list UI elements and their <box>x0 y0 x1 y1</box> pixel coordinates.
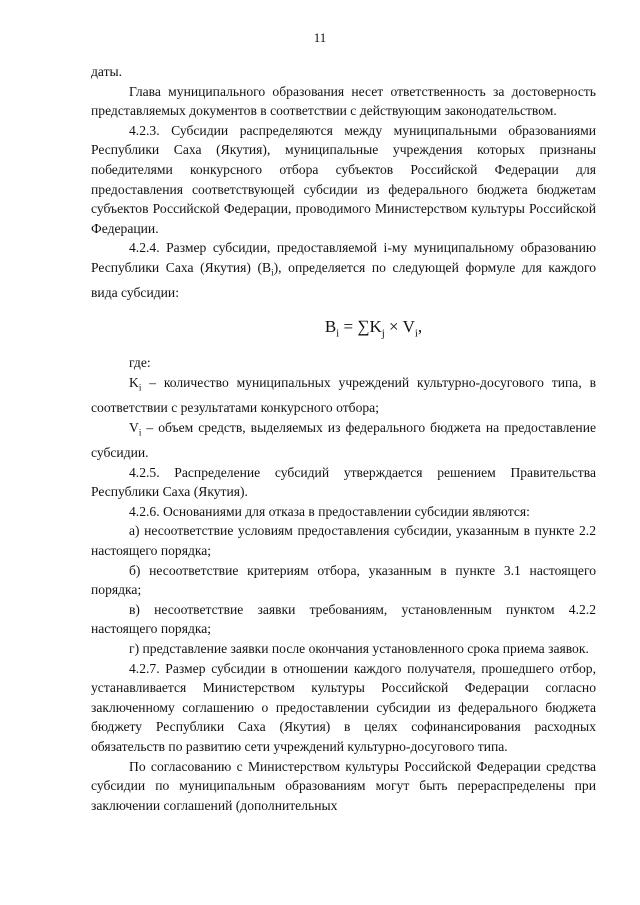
paragraph-head-responsibility: Глава муниципального образования несет ответственность за достоверность представляемых документов в соответствии с действующим законодательством. <box>91 83 596 119</box>
paragraph-4-2-6: 4.2.6. Основаниями для отказа в предоставлении субсидии являются: <box>129 503 530 519</box>
v-definition-text: – объем средств, выделяемых из федерального бюджета на предоставление субсидии. <box>91 419 596 461</box>
paragraph-4-2-7: 4.2.7. Размер субсидии в отношении каждого получателя, прошедшего отбор, устанавливается Министерством культуры Российской Федерации согласно заключенному соглашению о предоставлении субсидии из федерального бюджета бюджету Республики Саха (Якутия) в целях софинансирования расходных обязательств по развитию сети учреждений культурно-досугового типа. <box>91 660 596 754</box>
page-number: 11 <box>313 30 327 45</box>
paragraph-4-2-4-subscript: i <box>271 267 274 278</box>
k-definition-symbol: K <box>129 374 139 390</box>
formula-sum-symbol: ∑ <box>357 316 370 336</box>
paragraph-v-definition <box>91 418 596 463</box>
formula-lhs: B <box>324 316 337 336</box>
paragraph-4-2-3: 4.2.3. Субсидии распределяются между муниципальными образованиями Республики Саха (Якутия), муниципальные учреждения которых признаны победителями конкурсного отбора субъектов Российской Федерации для предоставления соответствующей субсидии из федерального бюджета бюджетам субъектов Российской Федерации, проводимого Министерством культуры Российской Федерации. <box>91 122 596 236</box>
formula-v: V <box>402 316 415 336</box>
list-item-a: а) несоответствие условиям предоставления субсидии, указанным в пункте 2.2 настоящего порядка; <box>91 523 596 559</box>
paragraph-4-2-5: 4.2.5. Распределение субсидий утверждается решением Правительства Республики Саха (Якутия). <box>91 464 596 500</box>
formula-times: × <box>389 316 399 336</box>
subsidy-formula <box>151 315 596 345</box>
list-item-b: б) несоответствие критериям отбора, указанным в пункте 3.1 настоящего порядка; <box>91 562 596 598</box>
list-item-g: г) представление заявки после окончания установленного срока приема заявок. <box>129 640 589 656</box>
v-definition-subscript: i <box>138 427 142 438</box>
k-definition-subscript: i <box>138 382 142 393</box>
formula-v-subscript: i <box>414 327 418 340</box>
paragraph-date-continuation: даты. <box>91 64 123 79</box>
paragraph-4-2-4-text-b: ), определяется по следующей формуле для каждого вида субсидии: <box>91 259 596 301</box>
paragraph-redistribution: По согласованию с Министерством культуры Российской Федерации средства субсидии по муниципальным образованиям могут быть перераспределены при заключении соглашений (дополнительных <box>91 758 596 813</box>
paragraph-k-definition <box>91 373 596 418</box>
formula-equals: = <box>343 316 354 336</box>
paragraph-4-2-4 <box>91 238 596 303</box>
document-body <box>91 62 596 815</box>
formula-k: K <box>369 316 382 336</box>
k-definition-text: – количество муниципальных учреждений культурно-досугового типа, в соответствии с результатами конкурсного отбора; <box>91 374 596 416</box>
formula-trailing-comma: , <box>417 316 423 336</box>
list-item-v: в) несоответствие заявки требованиям, установленным пунктом 4.2.2 настоящего порядка; <box>91 601 596 637</box>
paragraph-where: где: <box>129 355 151 371</box>
formula-k-subscript: j <box>381 327 385 340</box>
formula-lhs-subscript: i <box>336 327 340 340</box>
v-definition-symbol: V <box>129 419 139 435</box>
paragraph-4-2-4-text-a: 4.2.4. Размер субсидии, предоставляемой i-му муниципальному образованию Республики Саха (Якутия) (B <box>91 240 596 275</box>
